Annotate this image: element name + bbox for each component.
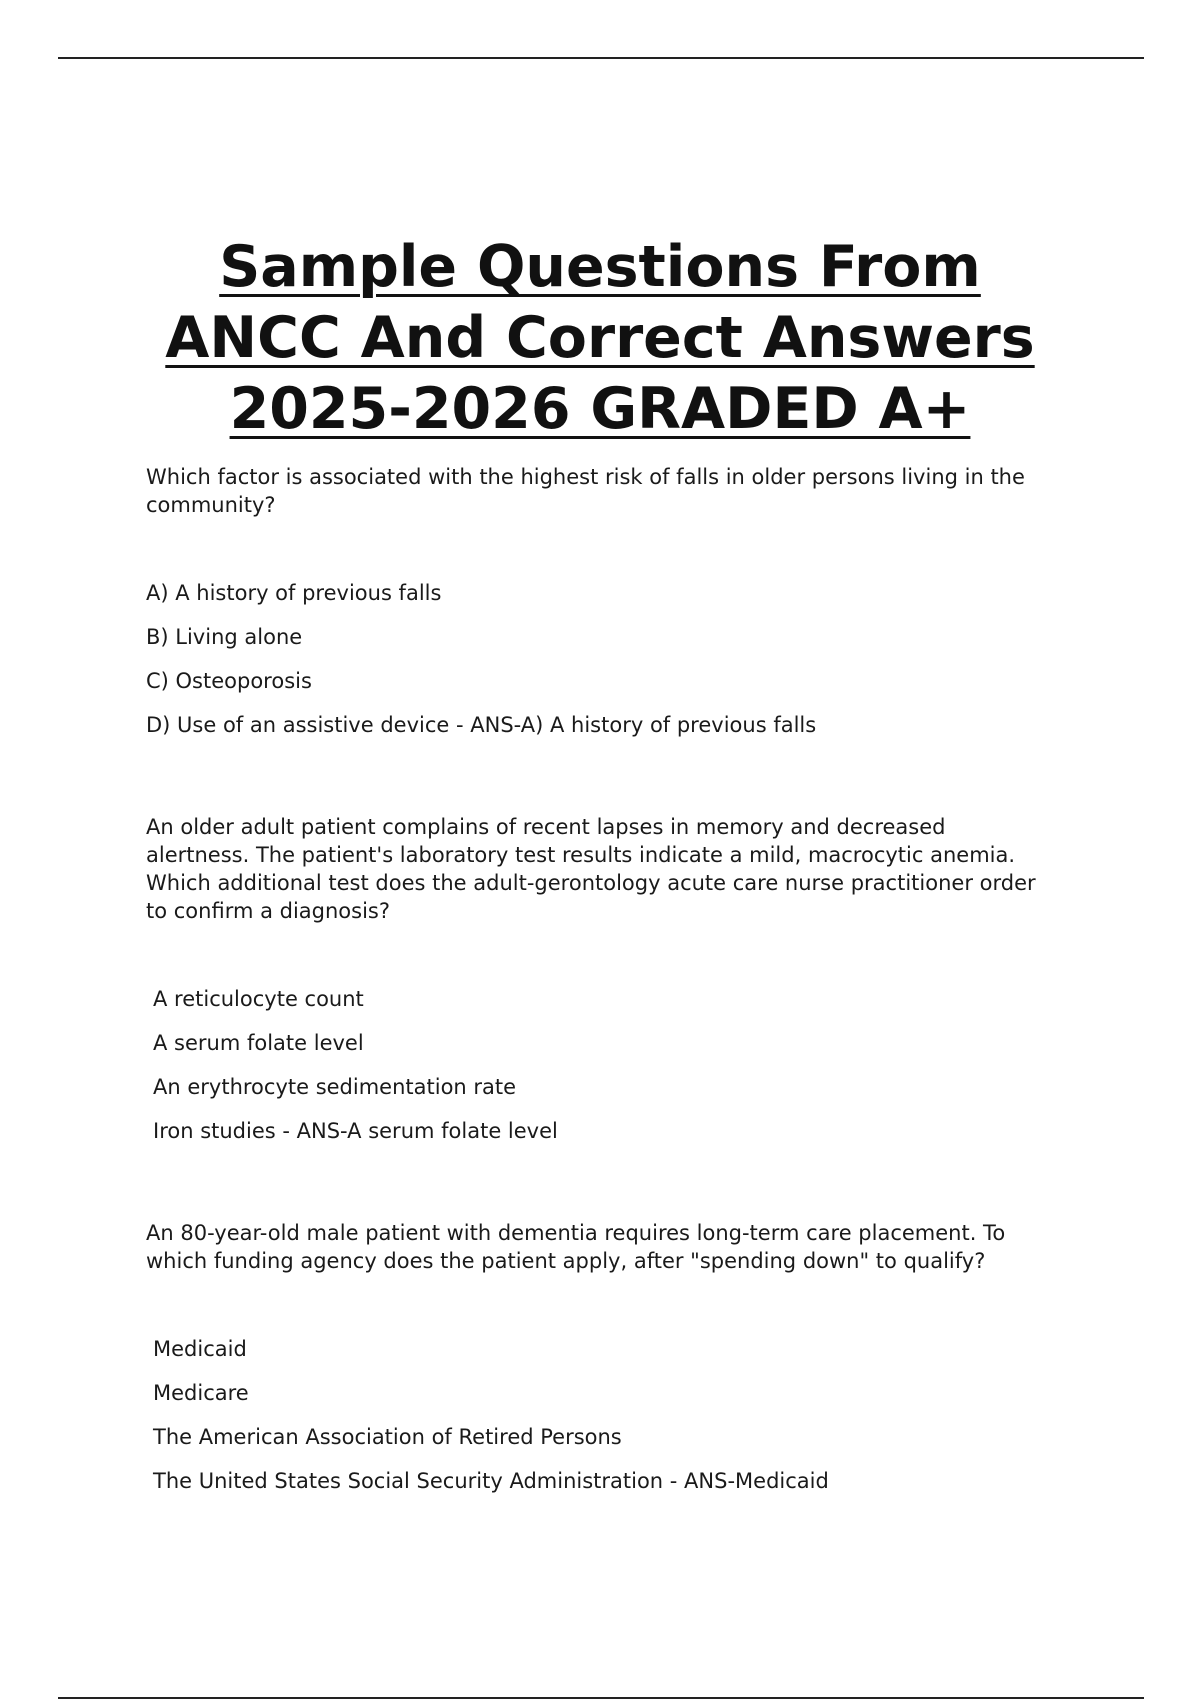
answer-option: Iron studies - ANS-A serum folate level xyxy=(153,1119,558,1143)
answer-option: B) Living alone xyxy=(146,625,303,649)
answer-option: A reticulocyte count xyxy=(153,987,364,1011)
question-block-3 xyxy=(146,1219,1046,1495)
question-text: Which factor is associated with the highest risk of falls in older persons living in the community? xyxy=(146,465,1025,517)
question-block-2 xyxy=(146,813,1046,1145)
answer-option: D) Use of an assistive device - ANS-A) A history of previous falls xyxy=(146,713,817,737)
answer-option: The United States Social Security Administration - ANS-Medicaid xyxy=(153,1469,829,1493)
top-rule xyxy=(58,57,1144,59)
answer-option: C) Osteoporosis xyxy=(146,669,312,693)
answer-option: An erythrocyte sedimentation rate xyxy=(153,1075,517,1099)
answer-options xyxy=(146,985,1046,1145)
document-title xyxy=(100,232,1100,445)
answer-option: A) A history of previous falls xyxy=(146,581,442,605)
bottom-rule xyxy=(58,1697,1144,1699)
question-text: An 80-year-old male patient with dementia requires long-term care placement. To which funding agency does the patient apply, after "spending down" to qualify? xyxy=(146,1221,1006,1273)
answer-option: Medicare xyxy=(153,1381,249,1405)
question-block-1 xyxy=(146,463,1046,739)
title-line-2: ANCC And Correct Answers xyxy=(165,305,1035,371)
answer-option: The American Association of Retired Persons xyxy=(153,1425,622,1449)
answer-options xyxy=(146,1335,1046,1495)
title-line-3: 2025-2026 GRADED A+ xyxy=(229,376,971,442)
answer-options xyxy=(146,579,1046,739)
questions-section xyxy=(146,463,1046,1569)
question-text: An older adult patient complains of recent lapses in memory and decreased alertness. The patient's laboratory test results indicate a mild, macrocytic anemia. Which additional test does the adult-gerontology acute care nurse practitioner order to confirm a diagnosis? xyxy=(146,815,1036,923)
answer-option: Medicaid xyxy=(153,1337,247,1361)
answer-option: A serum folate level xyxy=(153,1031,364,1055)
title-line-1: Sample Questions From xyxy=(219,234,981,300)
